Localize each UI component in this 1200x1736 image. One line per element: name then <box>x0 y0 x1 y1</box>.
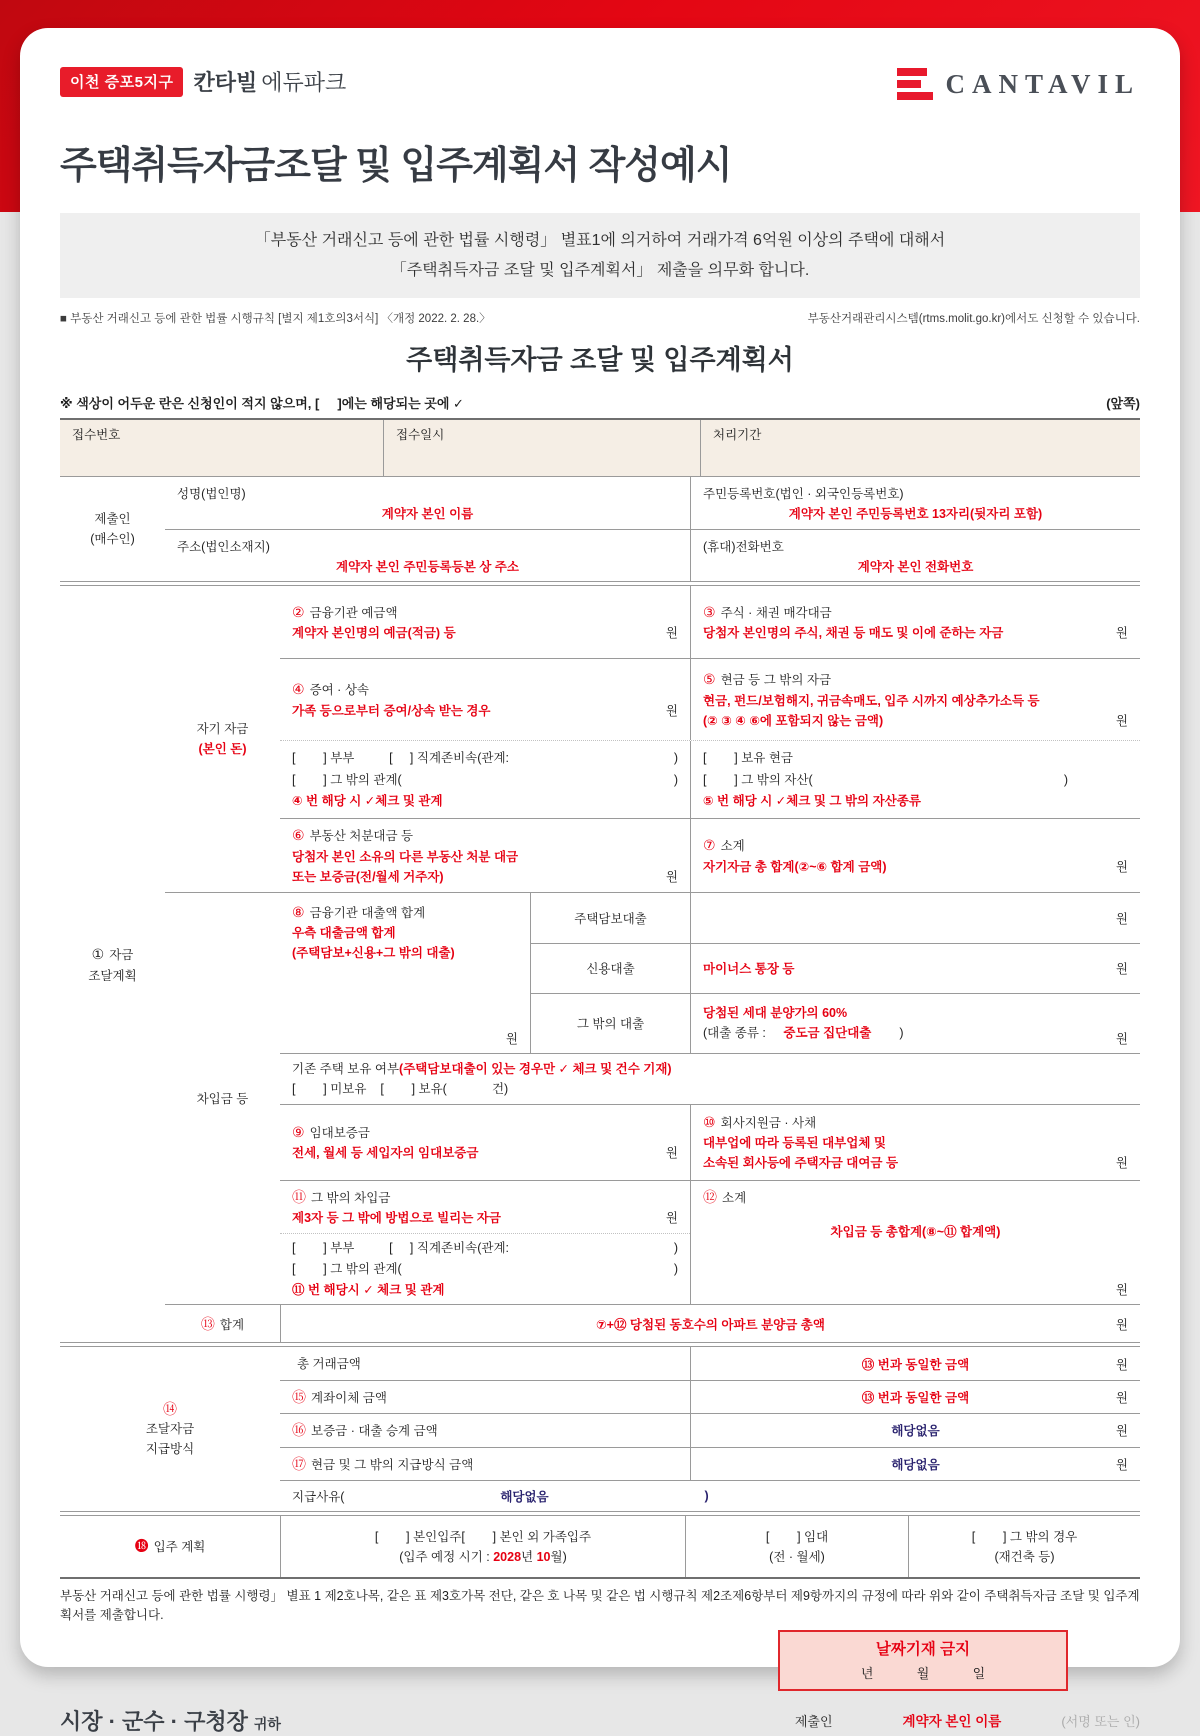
row-check-4-5 <box>280 740 1140 818</box>
payment-row-deposit-succession <box>280 1413 1140 1446</box>
loan-row-credit <box>530 943 1140 993</box>
submitter-block <box>60 476 1140 581</box>
submitter-rows <box>165 477 1140 581</box>
loan-row-other <box>530 993 1140 1053</box>
movein-self-cell: [ ] 본인입주[ ] 본인 외 가족입주 (입주 예정 시기 : 2028년 10월) <box>280 1516 685 1577</box>
brand-bold: 칸타빌 <box>193 70 258 95</box>
movein-rent-cell: [ ] 임대 (전 · 월세) <box>685 1516 908 1577</box>
rule-reference: ■ 부동산 거래신고 등에 관한 법률 시행규칙 [별지 제1호의3서식] 〈개정 2022. 2. 28.〉 <box>60 313 491 326</box>
notice-line-1: 「부동산 거래신고 등에 관한 법률 시행령」 별표1에 의거하여 거래가격 6억원 이상의 주택에 대해서 <box>254 232 946 249</box>
item3-cell: ③ 주식 · 채권 매각대금 당첨자 본인명의 주식, 채권 등 매도 및 이에 준하는 자금 원 <box>690 586 1140 658</box>
receipt-no-cell: 접수번호 <box>72 428 121 443</box>
receipt-period-cell: 처리기간 <box>700 420 1140 476</box>
receipt-datetime-cell: 접수일시 <box>383 420 700 476</box>
meta-row <box>60 310 1140 326</box>
check5-line2[interactable]: [ ] 그 밖의 자산( <box>703 772 813 787</box>
check5-line1[interactable]: [ ] 보유 현금 <box>703 751 793 766</box>
name-cell <box>165 477 690 529</box>
item5-cell: ⑤ 현금 등 그 밖의 자금 현금, 펀드/보험해지, 귀금속매도, 입주 시까지 예상추가소득 등 (② ③ ④ ⑥에 포함되지 않는 금액) 원 <box>690 659 1140 740</box>
existing-housing-cell: 기존 주택 보유 여부(주택담보대출이 있는 경우만 ✓ 체크 및 건수 기재) [ ] 미보유 [ ] 보유( 건) <box>280 1054 1140 1104</box>
addr-label: 주소(법인소재지) <box>177 539 270 554</box>
row-total <box>165 1304 1140 1342</box>
check4-cell: [ ] 부부 [ ] 직계존비속(관계: ) [ ] 그 밖의 관계( ) ④ 번 해당 시 ✓체크 및 관계 <box>280 741 690 818</box>
movein-rent-option[interactable]: [ ] 임대 <box>765 1529 829 1544</box>
check4-line1[interactable]: [ ] 부부 [ ] 직계존비속(관계: <box>292 751 510 766</box>
payment-reason-cell: 지급사유( 해당없음 ) <box>292 1489 709 1505</box>
borrowings-label: 차입금 등 <box>196 1091 249 1106</box>
payment-reason-value: 해당없음 <box>500 1490 549 1505</box>
payment-row-label: ⑮ 계좌이체 금액 <box>292 1388 387 1405</box>
item8-cell: ⑧ 금융기관 대출액 합계 우측 대출금액 합계 (주택담보+신용+그 밖의 대출) 원 <box>292 903 518 1046</box>
row-gift-cash <box>280 658 1140 740</box>
payment-row-transfer <box>280 1380 1140 1413</box>
payment-row-label: ⑰ 현금 및 그 밖의 지급방식 금액 <box>292 1455 474 1472</box>
datebox-row <box>60 1630 1140 1691</box>
document-sheet <box>20 28 1180 1734</box>
loan3-label: 그 밖의 대출 <box>530 994 690 1053</box>
phone-value: 계약자 본인 전화번호 <box>857 559 974 574</box>
header <box>60 66 1140 100</box>
payment-section <box>60 1346 1140 1511</box>
item9-cell: ⑨ 임대보증금 전세, 월세 등 세입자의 임대보증금 원 <box>292 1123 678 1161</box>
check5-note: ⑤ 번 해당 시 ✓체크 및 그 밖의 자산종류 <box>703 793 921 808</box>
header-left <box>60 66 346 97</box>
item12-cell: ⑫ 소계 차입금 등 총합계(⑧~⑪ 합계액) 원 <box>690 1181 1140 1305</box>
loan2-value: 마이너스 통장 등 원 <box>690 944 1140 993</box>
funding-plan-block <box>60 585 1140 1342</box>
movein-other-option[interactable]: [ ] 그 밖의 경우 <box>971 1529 1078 1544</box>
submitter-addr-row <box>165 529 1140 581</box>
existing-housing-options[interactable]: [ ] 미보유 [ ] 보유( 건) <box>292 1081 509 1096</box>
payment-rows <box>280 1347 1140 1511</box>
bottom-row <box>60 1705 1140 1736</box>
borrowings-section <box>165 892 1140 1305</box>
row-disposal-subtotal <box>280 818 1140 891</box>
check5-cell: [ ] 보유 현금 [ ] 그 밖의 자산( ) ⑤ 번 해당 시 ✓체크 및 그 밖의 자산종류 <box>690 741 1140 818</box>
item6-cell: ⑥ 부동산 처분대금 등 당첨자 본인 소유의 다른 부동산 처분 대금 또는 보증금(전/월세 거주자) 원 <box>292 827 678 884</box>
rrn-label: 주민등록번호(법인 · 외국인등록번호) <box>703 487 904 502</box>
brand-light: 에듀파크 <box>261 70 347 95</box>
form-title: 주택취득자금 조달 및 입주계획서 <box>406 345 794 376</box>
submission-statement: 부동산 거래신고 등에 관한 법률 시행령」 별표 1 제2호나목, 같은 표 제3호가목 전단, 같은 호 나목 및 같은 법 시행규칙 제2조제6항부터 제9항까지의 규정에 따라 위와 같이 주택취득자금 조달 및 입주계획서를 제출합니다. <box>60 1589 1140 1623</box>
loan1-value: 원 <box>690 893 1140 943</box>
loan1-label: 주택담보대출 <box>530 893 690 943</box>
check11-note: ⑪ 번 해당시 ✓ 체크 및 관계 <box>292 1283 445 1298</box>
sign-note: (서명 또는 인) <box>1061 1713 1140 1729</box>
form-table <box>60 418 1140 1579</box>
movein-label: ⓲ 입주 계획 <box>134 1538 206 1555</box>
loan2-label: 신용대출 <box>530 944 690 993</box>
notice-box <box>60 213 1140 298</box>
item7-cell: ⑦ 소계 자기자금 총 합계(②~⑥ 합계 금액) 원 <box>690 819 1140 891</box>
item4-cell: ④ 증여 · 상속 가족 등으로부터 증여/상속 받는 경우 원 <box>292 681 678 718</box>
mayor-address: 시장 · 군수 · 구청장 귀하 <box>60 1708 281 1734</box>
logo-bars-icon <box>897 68 933 100</box>
item13-value: ⑦+⑫ 당첨된 동호수의 아파트 분양금 총액 원 <box>280 1305 1140 1342</box>
page-title: 주택취득자금조달 및 입주계획서 작성예시 <box>60 145 732 187</box>
phone-label: (휴대)전화번호 <box>703 539 784 554</box>
rrn-cell <box>690 477 1140 529</box>
no-date-box <box>778 1630 1068 1691</box>
payment-row-value: 해당없음 원 <box>690 1414 1140 1446</box>
check11-line1[interactable]: [ ] 부부 [ ] 직계존비속(관계: <box>292 1240 510 1255</box>
submitter-name-value: 계약자 본인 이름 <box>902 1714 1002 1730</box>
front-label: (앞쪽) <box>1106 396 1140 412</box>
payment-row-total <box>280 1347 1140 1379</box>
row-deposit-stock <box>280 586 1140 658</box>
plan-section-label: ① 자금 조달계획 <box>88 946 137 983</box>
check11-line2[interactable]: [ ] 그 밖의 관계( <box>292 1262 402 1277</box>
submitter-signature-group <box>795 1710 1140 1730</box>
submitter-row-label: 제출인 (매수인) <box>90 512 135 547</box>
movein-section <box>60 1515 1140 1577</box>
submitter-label: 제출인 <box>794 1713 833 1729</box>
item2-cell: ② 금융기관 예금액 계약자 본인명의 예금(적금) 등 원 <box>292 603 678 641</box>
rrn-value: 계약자 본인 주민등록번호 13자리(뒷자리 포함) <box>788 507 1043 522</box>
check4-line2[interactable]: [ ] 그 밖의 관계( <box>292 772 402 787</box>
check4-note: ④ 번 해당 시 ✓체크 및 관계 <box>292 793 443 808</box>
fill-note-row <box>60 393 1140 412</box>
item11-block <box>280 1181 690 1305</box>
movein-self-options[interactable]: [ ] 본인입주[ ] 본인 외 가족입주 <box>374 1529 592 1544</box>
loan3-value: 당첨된 세대 분양가의 60% (대출 종류 : 중도금 집단대출 ) 원 <box>690 994 1140 1053</box>
addr-cell <box>165 530 690 581</box>
brand-name <box>193 66 346 97</box>
no-date-title: 날짜기재 금지 <box>875 1640 971 1658</box>
submitter-name-row <box>165 477 1140 529</box>
rtms-note: 부동산거래관리시스템(rtms.molit.go.kr)에서도 신청할 수 있습니다. <box>807 313 1140 326</box>
payment-section-label: ⑭ 조달자금 지급방식 <box>145 1401 195 1457</box>
date-placeholder: 년 월 일 <box>860 1665 986 1681</box>
fill-note: ※ 색상이 어두운 란은 신청인이 적지 않으며, [ ]에는 해당되는 곳에 ✓ <box>60 396 464 412</box>
item11-cell: ⑪ 그 밖의 차입금 제3자 등 그 밖에 방법으로 빌리는 자금 원 <box>292 1188 678 1225</box>
row-rent-company <box>280 1104 1140 1180</box>
name-value: 계약자 본인 이름 <box>381 507 474 522</box>
payment-row-label: 총 거래금액 <box>297 1357 361 1372</box>
row-other-borrowing-subtotal <box>280 1180 1140 1305</box>
payment-row-value: 해당없음 원 <box>690 1448 1140 1480</box>
item10-cell: ⑩ 회사지원금 · 사채 대부업에 따라 등록된 대부업체 및 소속된 회사등에 주택자금 대여금 등 원 <box>690 1105 1140 1180</box>
own-funds-rows <box>280 586 1140 891</box>
payment-reason-row <box>280 1480 1140 1511</box>
borrowings-rows <box>280 893 1140 1305</box>
loan-block <box>280 893 1140 1053</box>
existing-housing-row <box>280 1053 1140 1104</box>
payment-row-label: ⑯ 보증금 · 대출 승계 금액 <box>292 1422 438 1439</box>
cantavil-logo <box>897 68 1140 100</box>
addr-value: 계약자 본인 주민등록등본 상 주소 <box>336 559 519 574</box>
payment-row-value: ⑬ 번과 동일한 금액 원 <box>690 1347 1140 1379</box>
check11-cell: [ ] 부부 [ ] 직계존비속(관계: ) [ ] 그 밖의 관계( ) ⑪ 번 해당시 ✓ 체크 및 관계 <box>280 1233 690 1305</box>
movein-other-cell: [ ] 그 밖의 경우 (재건축 등) <box>908 1516 1140 1577</box>
loan-row-mortgage <box>530 893 1140 943</box>
item13-label: ⑬ 합계 <box>200 1315 245 1332</box>
plan-section-num: ① <box>91 946 105 963</box>
payment-row-cash-other <box>280 1447 1140 1480</box>
logo-text: CANTAVIL <box>945 68 1140 99</box>
name-label: 성명(법인명) <box>177 487 246 502</box>
own-funds-section <box>165 586 1140 891</box>
phone-cell <box>690 530 1140 581</box>
payment-row-value: ⑬ 번과 동일한 금액 원 <box>690 1381 1140 1413</box>
notice-line-2: 「주택취득자금 조달 및 입주계획서」 제출을 의무화 합니다. <box>390 261 810 279</box>
district-badge: 이천 증포5지구 <box>60 67 183 97</box>
plan-content <box>165 586 1140 1342</box>
loan-subrows <box>530 893 1140 1053</box>
receipt-row <box>60 420 1140 476</box>
own-funds-label: 자기 자금 (본인 돈) <box>196 721 249 756</box>
